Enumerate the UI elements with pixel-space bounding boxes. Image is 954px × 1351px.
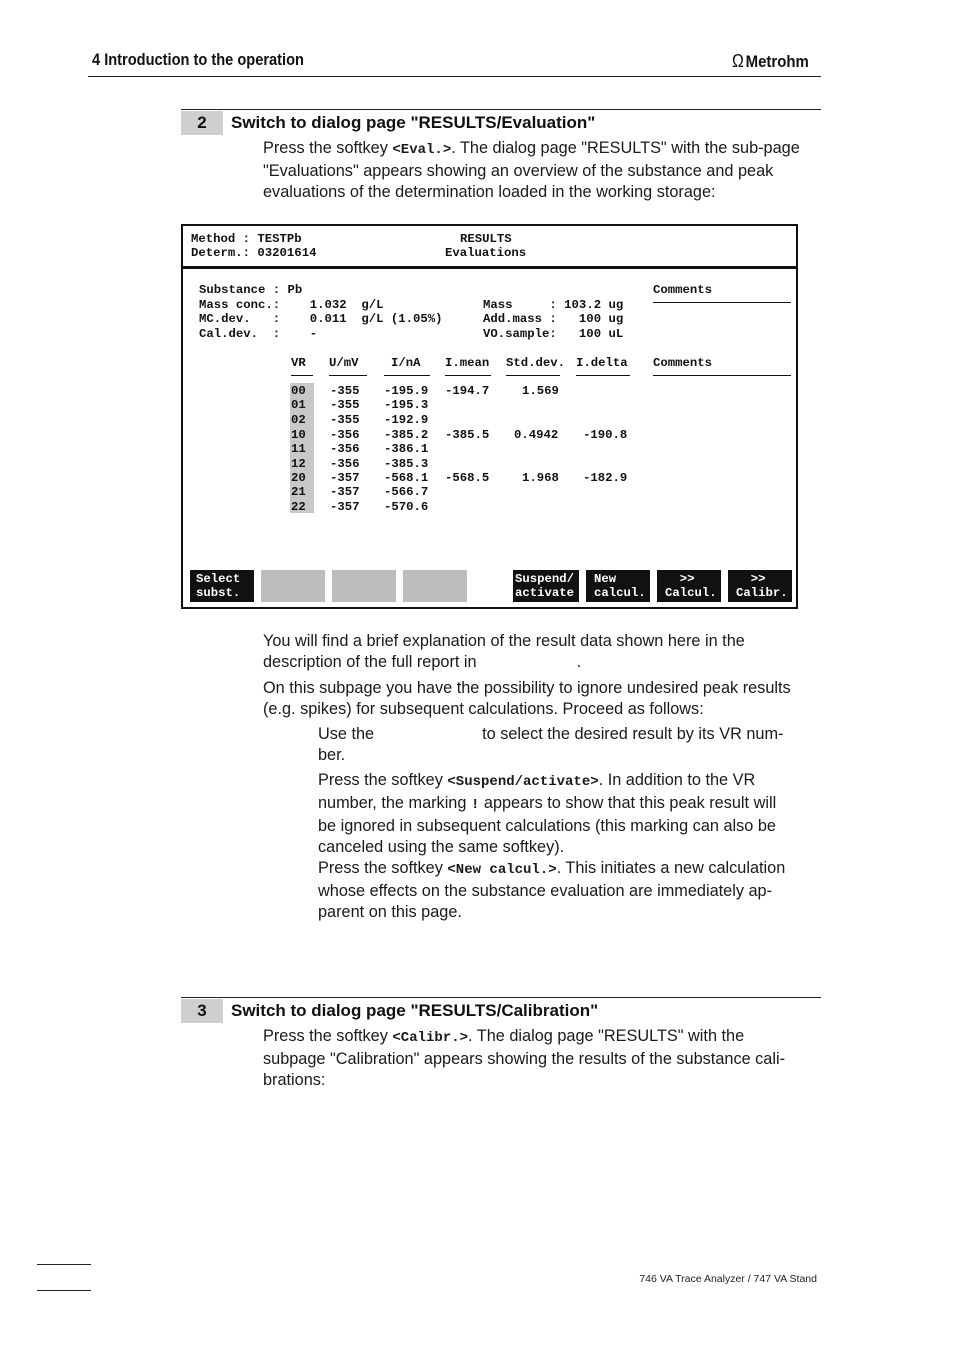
softkey-label-2: subst. — [196, 586, 241, 600]
u-cell: -355 — [330, 413, 360, 427]
item2-pre: Press the softkey — [318, 771, 448, 789]
softkey-label-1: New — [594, 572, 617, 586]
comments-header-top: Comments — [653, 283, 713, 297]
col-stddev: Std.dev. — [506, 356, 566, 370]
metrohm-logo — [732, 51, 809, 72]
vr-cell: 01 — [291, 398, 306, 412]
i-cell: -386.1 — [384, 442, 429, 456]
softkey-label-2: activate — [515, 586, 575, 600]
explanation-end: . — [576, 653, 582, 671]
item3-post: . This initiates a new calculation — [556, 859, 786, 877]
softkey-label-2: Calcul. — [665, 586, 717, 600]
step3-post: . The dialog page "RESULTS" with the — [468, 1027, 745, 1045]
intro-post: . The dialog page "RESULTS" with the sub-page "Evaluations" appears showing an overview of the substance and peak evaluations of the determination loaded in the working storage: — [263, 139, 800, 201]
calibr-softkey[interactable] — [728, 570, 792, 602]
imean-cell: -568.5 — [445, 471, 490, 485]
step3-number: 3 — [181, 999, 223, 1023]
mass-conc-line: Mass conc.: 1.032 g/L — [199, 298, 384, 312]
col-rule-ina — [384, 375, 430, 376]
procedure-intro: On this subpage you have the possibility to ignore undesired peak results (e.g. spikes) for subsequent calculations. Proceed as follows: — [263, 679, 791, 718]
step3-rule — [181, 997, 821, 998]
explanation-paragraph — [263, 631, 793, 673]
step2-rule — [181, 109, 821, 110]
intro-pre: Press the softkey — [263, 139, 393, 157]
vo-sample-line: VO.sample: 100 uL — [483, 327, 624, 341]
step2-intro — [263, 138, 811, 203]
step2-title: Switch to dialog page "RESULTS/Evaluation" — [231, 113, 596, 132]
step-item-3 — [318, 858, 828, 923]
col-rule-idelta — [576, 375, 630, 376]
page-subtitle: Evaluations — [445, 246, 527, 260]
u-cell: -357 — [330, 471, 360, 485]
vr-cell: 10 — [291, 428, 306, 442]
product-footer: 746 VA Trace Analyzer / 747 VA Stand — [639, 1273, 817, 1285]
u-cell: -355 — [330, 398, 360, 412]
col-rule-comments — [653, 375, 791, 376]
screen-header-divider — [183, 268, 796, 269]
i-cell: -195.9 — [384, 384, 429, 398]
std-cell: 1.569 — [522, 384, 559, 398]
step3-title: Switch to dialog page "RESULTS/Calibration" — [231, 1001, 599, 1020]
u-cell: -357 — [330, 485, 360, 499]
step-item-2 — [318, 770, 818, 858]
i-cell: -192.9 — [384, 413, 429, 427]
vr-cell: 12 — [291, 457, 306, 471]
new-calcul-ref: <New calcul.> — [447, 862, 557, 878]
empty-softkey-1[interactable] — [261, 570, 325, 602]
item2-l2-post: appears to show that this peak result will — [479, 794, 777, 812]
softkey-label-2: calcul. — [594, 586, 646, 600]
step3-pre: Press the softkey — [263, 1027, 393, 1045]
u-cell: -355 — [330, 384, 360, 398]
empty-softkey-2[interactable] — [332, 570, 396, 602]
chapter-heading: 4 Introduction to the operation — [92, 50, 304, 69]
softkey-label-1: >> — [665, 572, 695, 586]
softkey-label-2: Calibr. — [736, 586, 788, 600]
logo-text: Metrohm — [745, 52, 809, 71]
i-cell: -566.7 — [384, 485, 429, 499]
idelta-cell: -182.9 — [583, 471, 628, 485]
page-title: RESULTS — [460, 232, 512, 246]
item3-l3: parent on this page. — [318, 903, 462, 921]
footer-rule-2 — [37, 1290, 91, 1291]
item1-cont: ber. — [318, 746, 346, 764]
calcul-softkey[interactable] — [657, 570, 721, 602]
eval-softkey-ref: <Eval.> — [392, 142, 452, 158]
results-screen — [181, 224, 798, 609]
item1-post: to select the desired result by its VR num- — [482, 725, 784, 743]
idelta-cell: -190.8 — [583, 428, 628, 442]
item2-l2-pre: number, the marking — [318, 794, 471, 812]
suspend-activate-softkey[interactable] — [513, 570, 579, 602]
std-cell: 0.4942 — [514, 428, 559, 442]
step3-l2: subpage "Calibration" appears showing the results of the substance cali- — [263, 1050, 786, 1068]
vr-cell: 20 — [291, 471, 306, 485]
col-comments: Comments — [653, 356, 713, 370]
softkey-label-1: Suspend/ — [515, 572, 575, 586]
i-cell: -385.2 — [384, 428, 429, 442]
vr-cell: 02 — [291, 413, 306, 427]
i-cell: -195.3 — [384, 398, 429, 412]
step3-l3: brations: — [263, 1071, 326, 1089]
i-cell: -570.6 — [384, 500, 429, 514]
col-imean: I.mean — [445, 356, 490, 370]
col-rule-vr — [291, 375, 313, 376]
col-rule-stddev — [506, 375, 560, 376]
suspend-activate-ref: <Suspend/activate> — [447, 774, 599, 790]
col-umv: U/mV — [329, 356, 359, 370]
substance-line: Substance : Pb — [199, 283, 303, 297]
determ-line: Determ.: 03201614 — [191, 246, 317, 260]
std-cell: 1.968 — [522, 471, 559, 485]
vr-cell: 21 — [291, 485, 306, 499]
omega-icon: Ω — [732, 51, 744, 71]
empty-softkey-3[interactable] — [403, 570, 467, 602]
u-cell: -357 — [330, 500, 360, 514]
step-item-1 — [318, 724, 818, 766]
item3-pre: Press the softkey — [318, 859, 448, 877]
imean-cell: -385.5 — [445, 428, 490, 442]
col-idelta: I.delta — [576, 356, 628, 370]
softkey-label-1: >> — [736, 572, 766, 586]
explanation-text: You will find a brief explanation of the result data shown here in the description of the full report in — [263, 632, 745, 671]
mass-line: Mass : 103.2 ug — [483, 298, 624, 312]
vr-cell: 00 — [291, 384, 306, 398]
select-subst-softkey[interactable] — [190, 570, 254, 602]
item2-post: . In addition to the VR — [598, 771, 756, 789]
col-rule-imean — [445, 375, 491, 376]
step3-intro — [263, 1026, 823, 1091]
new-calcul-softkey[interactable] — [586, 570, 650, 602]
calibr-softkey-ref: <Calibr.> — [392, 1030, 469, 1046]
i-cell: -568.1 — [384, 471, 429, 485]
softkey-label-1: Select — [196, 572, 241, 586]
mc-dev-line: MC.dev. : 0.011 g/L (1.05%) — [199, 312, 443, 326]
footer-rule-1 — [37, 1264, 91, 1265]
col-vr: VR — [291, 356, 306, 370]
col-rule-umv — [329, 375, 367, 376]
method-line: Method : TESTPb — [191, 232, 302, 246]
comments-rule-top — [653, 302, 791, 303]
item3-l2: whose effects on the substance evaluation are immediately ap- — [318, 882, 773, 900]
header-rule — [88, 76, 821, 77]
imean-cell: -194.7 — [445, 384, 490, 398]
step2-number: 2 — [181, 111, 223, 135]
item2-l4: canceled using the same softkey). — [318, 838, 565, 856]
cal-dev-line: Cal.dev. : - — [199, 327, 318, 341]
u-cell: -356 — [330, 457, 360, 471]
item1-pre: Use the — [318, 725, 375, 743]
ignore-mark: ! — [470, 797, 480, 813]
vr-cell: 11 — [291, 442, 306, 456]
vr-cell: 22 — [291, 500, 306, 514]
u-cell: -356 — [330, 428, 360, 442]
u-cell: -356 — [330, 442, 360, 456]
col-ina: I/nA — [391, 356, 421, 370]
item2-l3: be ignored in subsequent calculations (this marking can also be — [318, 817, 776, 835]
add-mass-line: Add.mass : 100 ug — [483, 312, 624, 326]
i-cell: -385.3 — [384, 457, 429, 471]
